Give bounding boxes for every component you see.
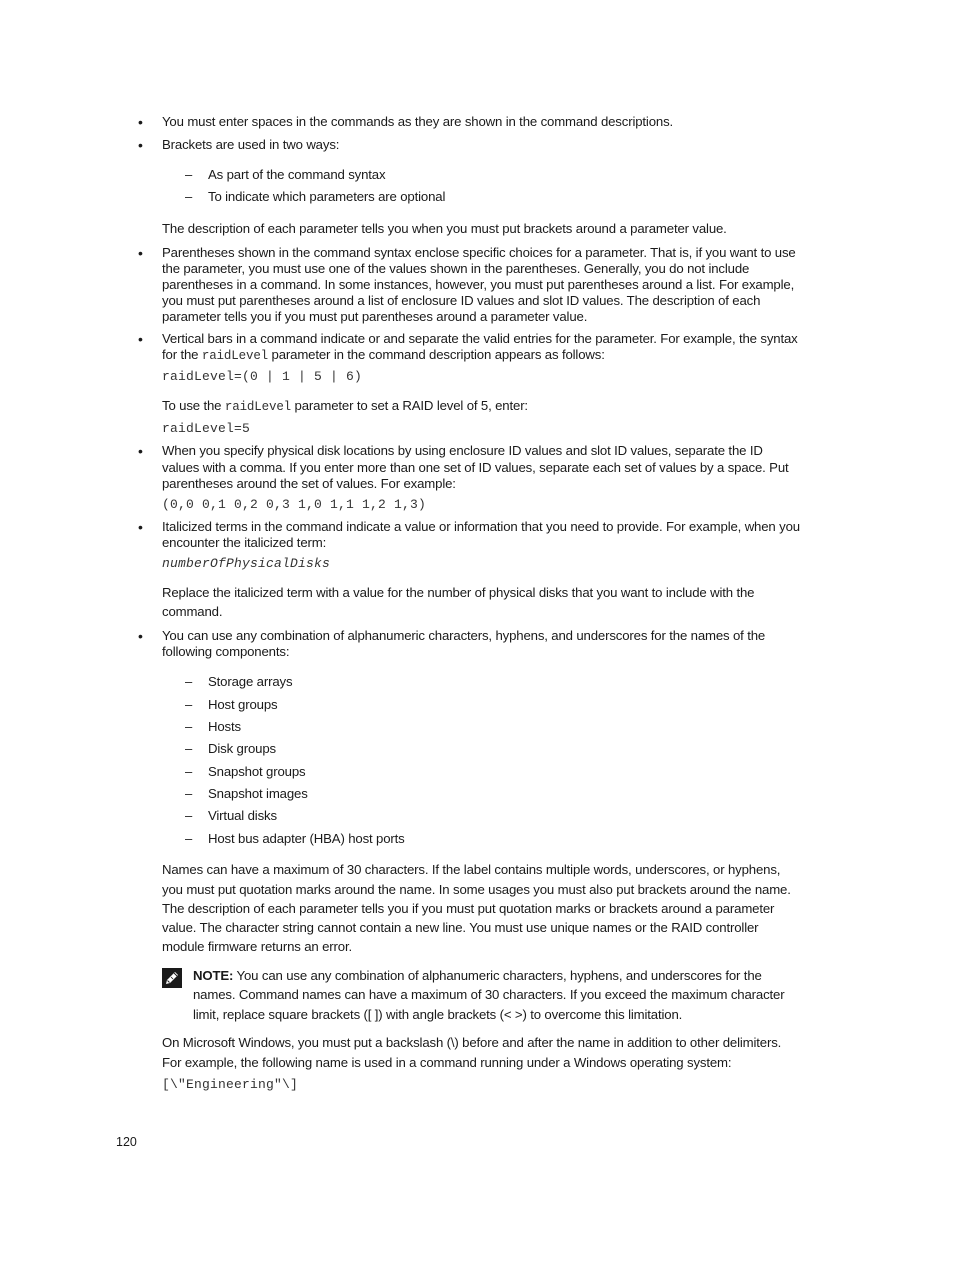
code-line: numberOfPhysicalDisks (162, 556, 331, 571)
page-number: 120 (116, 1135, 137, 1149)
paragraph: The description of each parameter tells you when you must put brackets around a parameter value. (162, 221, 727, 236)
bullet-marker: • (138, 519, 143, 535)
dash-marker: – (185, 697, 193, 712)
paragraph: you must put quotation marks around the name. In some usages you must also put brackets around the name. (162, 882, 791, 897)
inline-code: raidLevel (201, 349, 269, 363)
bullet-marker: • (138, 331, 143, 347)
paragraph: On Microsoft Windows, you must put a backslash (\) before and after the name in addition to other delimiters. (162, 1035, 782, 1050)
dash-marker: – (185, 808, 193, 823)
paragraph: module firmware returns an error. (162, 939, 353, 954)
text-span: parameter in the command description appears as follows: (268, 347, 605, 362)
bullet-text: Parentheses shown in the command syntax enclose specific choices for a parameter. That is, if you want to use (162, 245, 796, 260)
sub-item: Hosts (208, 719, 241, 734)
code-line: raidLevel=5 (162, 421, 251, 436)
note-label: NOTE: (193, 968, 234, 983)
bullet-marker: • (138, 245, 143, 261)
dash-marker: – (185, 189, 193, 204)
paragraph: Replace the italicized term with a value for the number of physical disks that you want to include with the (162, 585, 755, 600)
sub-item: Disk groups (208, 741, 276, 756)
bullet-marker: • (138, 137, 143, 153)
paragraph: For example, the following name is used in a command running under a Windows operating system: (162, 1055, 732, 1070)
inline-code: raidLevel (224, 400, 292, 414)
sub-item: Snapshot groups (208, 764, 306, 779)
sub-item: Virtual disks (208, 808, 277, 823)
bullet-text: Italicized terms in the command indicate a value or information that you need to provide. For example, when you (162, 519, 800, 534)
bullet-marker: • (138, 443, 143, 459)
sub-item: Storage arrays (208, 674, 293, 689)
dash-marker: – (185, 167, 193, 182)
dash-marker: – (185, 674, 193, 689)
dash-marker: – (185, 741, 193, 756)
dash-marker: – (185, 719, 193, 734)
sub-item: To indicate which parameters are optional (208, 189, 446, 204)
note-text (193, 968, 762, 984)
note-pencil-icon (162, 968, 182, 988)
note-text: names. Command names can have a maximum of 30 characters. If you exceed the maximum character (193, 987, 785, 1002)
bullet-text: values with a comma. If you enter more than one set of ID values, separate each set of values by a space. Put (162, 460, 789, 475)
sub-item: As part of the command syntax (208, 167, 386, 182)
bullet-text: following components: (162, 644, 290, 659)
bullet-text: Brackets are used in two ways: (162, 137, 340, 152)
bullet-text: When you specify physical disk locations by using enclosure ID values and slot ID values, separate the ID (162, 443, 763, 458)
paragraph: The description of each parameter tells you if you must put quotation marks or brackets around a parameter (162, 901, 775, 916)
bullet-text: parentheses in a command. In some instances, however, you must put parentheses around a list. For example, (162, 277, 795, 292)
bullet-text: you must put parentheses around a list of enclosure ID values and slot ID values. The description of each (162, 293, 761, 308)
bullet-text: encounter the italicized term: (162, 535, 327, 550)
bullet-text: parameter tells you if you must put parentheses around a parameter value. (162, 309, 588, 324)
paragraph: command. (162, 604, 223, 619)
sub-item: Host bus adapter (HBA) host ports (208, 831, 405, 846)
code-line: [\"Engineering"\] (162, 1077, 299, 1092)
text-span: parameter to set a RAID level of 5, enter: (291, 398, 528, 413)
dash-marker: – (185, 831, 193, 846)
bullet-text: You must enter spaces in the commands as they are shown in the command descriptions. (162, 114, 674, 129)
sub-item: Host groups (208, 697, 278, 712)
paragraph (162, 398, 528, 415)
text-span: for the (162, 347, 202, 362)
bullet-text (162, 347, 605, 364)
dash-marker: – (185, 764, 193, 779)
bullet-text: parentheses around the set of values. For example: (162, 476, 456, 491)
sub-item: Snapshot images (208, 786, 308, 801)
bullet-marker: • (138, 114, 143, 130)
dash-marker: – (185, 786, 193, 801)
code-line: (0,0 0,1 0,2 0,3 1,0 1,1 1,2 1,3) (162, 497, 427, 512)
paragraph: value. The character string cannot contain a new line. You must use unique names or the RAID controller (162, 920, 759, 935)
code-line: raidLevel=(0 | 1 | 5 | 6) (162, 369, 363, 384)
bullet-text: the parameter, you must use one of the values shown in the parentheses. Generally, you do not include (162, 261, 750, 276)
bullet-text: Vertical bars in a command indicate or and separate the valid entries for the parameter. For example, the syntax (162, 331, 798, 346)
bullet-text: You can use any combination of alphanumeric characters, hyphens, and underscores for the names of the (162, 628, 766, 643)
bullet-marker: • (138, 628, 143, 644)
note-text: limit, replace square brackets ([ ]) with angle brackets (< >) to overcome this limitation. (193, 1007, 683, 1022)
text-span: You can use any combination of alphanumeric characters, hyphens, and underscores for the (233, 968, 762, 983)
paragraph: Names can have a maximum of 30 characters. If the label contains multiple words, underscores, or hyphens, (162, 862, 781, 877)
text-span: To use the (162, 398, 225, 413)
